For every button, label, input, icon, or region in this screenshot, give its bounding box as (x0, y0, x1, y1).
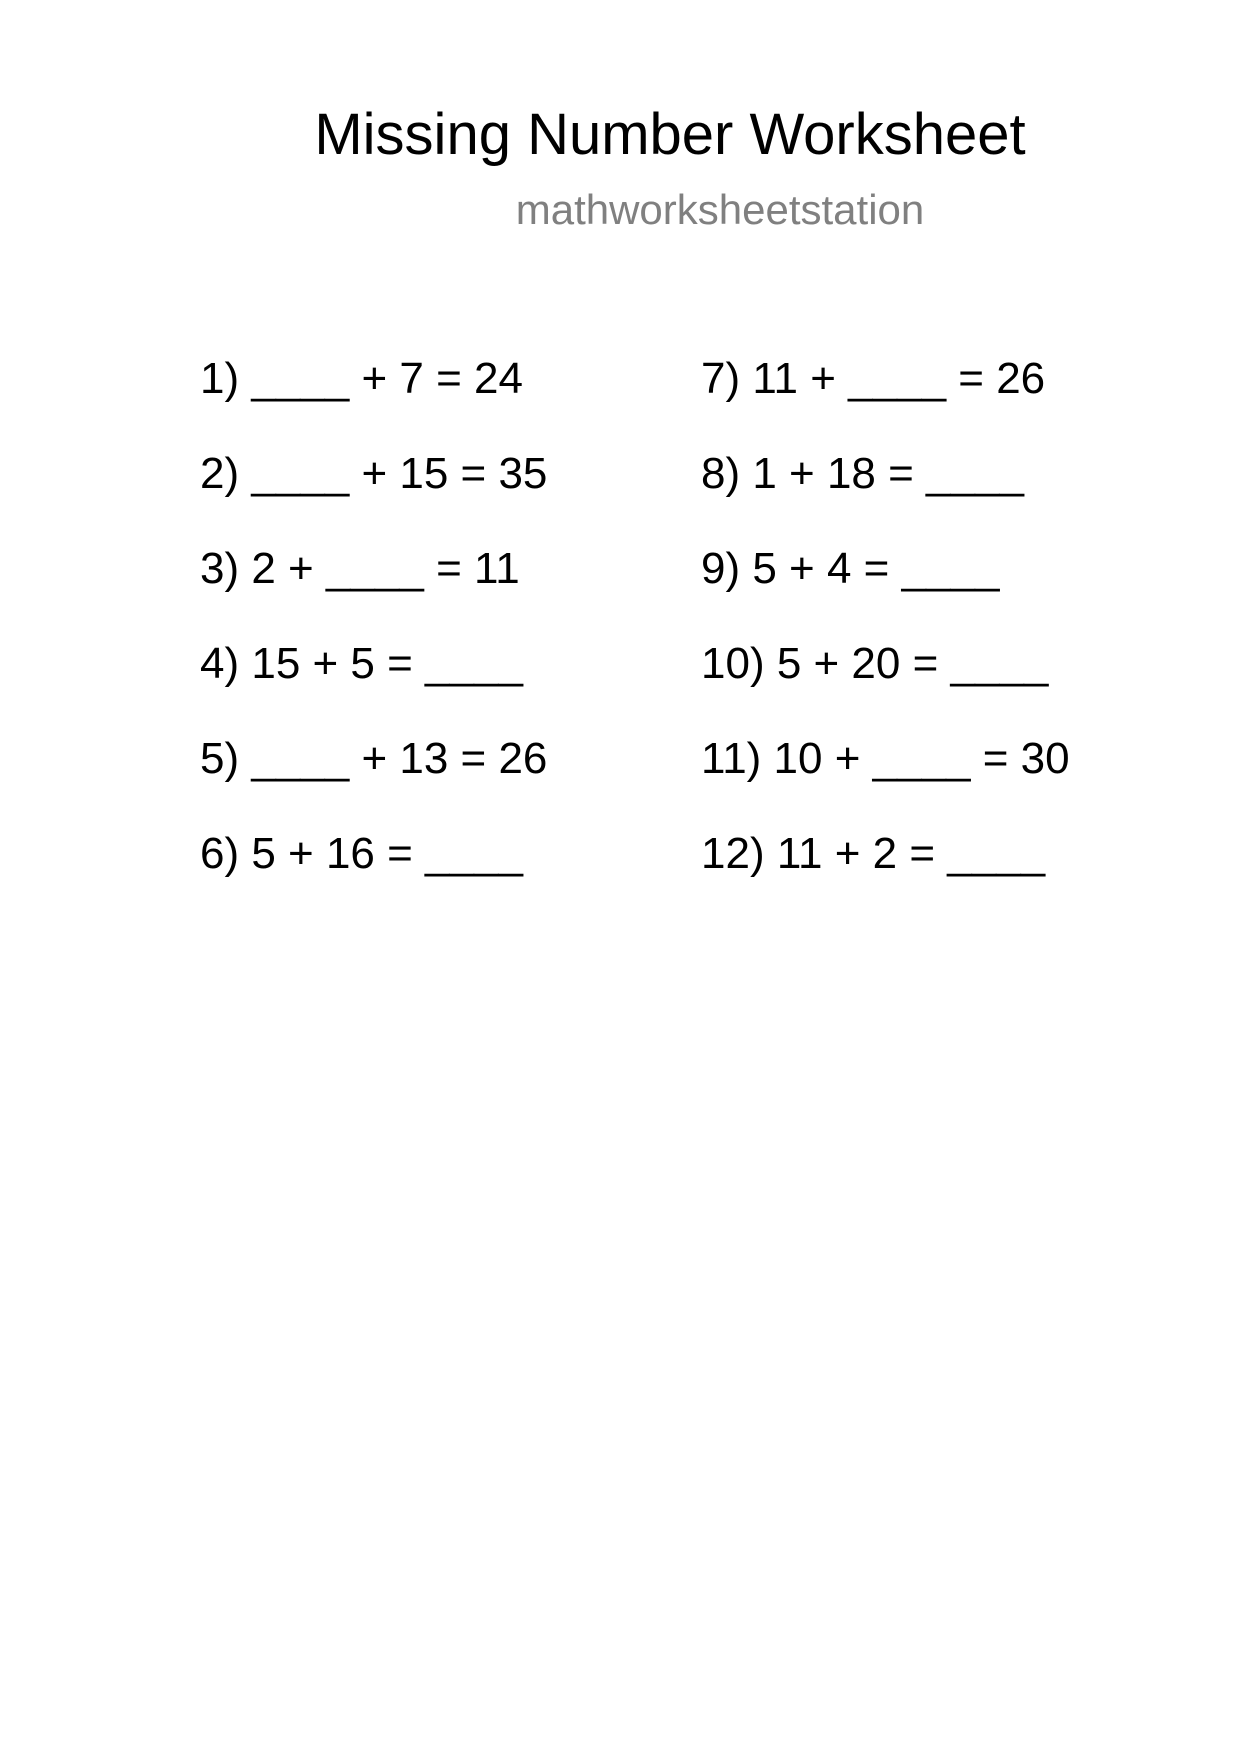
problem-4: 4) 15 + 5 = ____ (200, 639, 523, 688)
problem-6: 6) 5 + 16 = ____ (200, 829, 523, 878)
problem-11: 11) 10 + ____ = 30 (701, 734, 1070, 783)
page-subtitle: mathworksheetstation (515, 186, 925, 233)
problem-5: 5) ____ + 13 = 26 (200, 734, 548, 783)
problem-10: 10) 5 + 20 = ____ (701, 639, 1049, 688)
problems-left-column (200, 352, 547, 922)
page-title: Missing Number Worksheet (314, 102, 1026, 167)
problems-right-column (701, 352, 1070, 922)
problem-2: 2) ____ + 15 = 35 (200, 449, 548, 498)
problem-1: 1) ____ + 7 = 24 (200, 354, 523, 403)
problem-9: 9) 5 + 4 = ____ (701, 544, 1000, 593)
problem-7: 7) 11 + ____ = 26 (701, 354, 1046, 403)
problem-3: 3) 2 + ____ = 11 (200, 544, 520, 593)
problem-8: 8) 1 + 18 = ____ (701, 449, 1024, 498)
problem-12: 12) 11 + 2 = ____ (701, 829, 1046, 878)
